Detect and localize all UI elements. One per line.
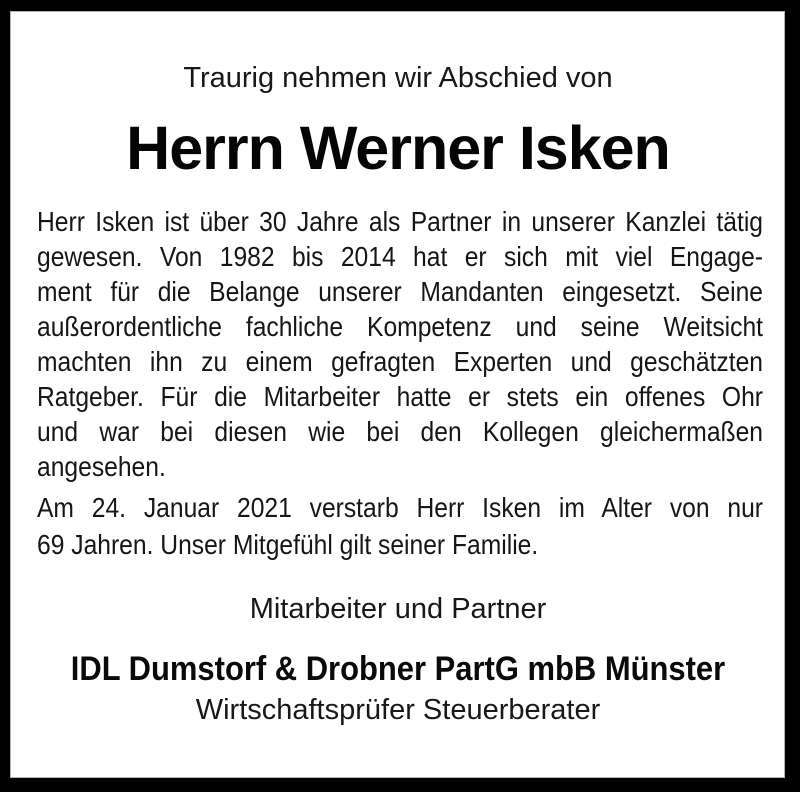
text-line: angesehen. <box>37 451 166 482</box>
text-line: machten ihn zu einem gefragten Experten und geschätzten <box>37 346 763 377</box>
notice-content <box>11 12 784 730</box>
text-line: Am 24. Januar 2021 verstarb Herr Isken im Alter von nur <box>37 492 763 523</box>
deceased-name: Herrn Werner Isken <box>126 114 670 182</box>
obituary-notice <box>10 11 785 778</box>
mourners-line: Mitarbeiter und Partner <box>249 593 547 625</box>
paragraph-death <box>37 489 763 563</box>
obituary-body <box>37 204 763 563</box>
text-line: und war bei diesen wie bei den Kollegen gleichermaßen <box>37 416 763 447</box>
firm-roles: Wirtschaftsprüfer Steuerberater <box>195 694 601 726</box>
text-line: 69 Jahren. Unser Mitgefühl gilt seiner Familie. <box>37 529 539 560</box>
text-line: Herr Isken ist über 30 Jahre als Partner in unserer Kanzlei tätig <box>37 206 763 237</box>
intro-line: Traurig nehmen wir Abschied von <box>183 62 613 94</box>
text-line: ment für die Belange unserer Mandanten eingesetzt. Seine <box>37 276 763 307</box>
text-line: gewesen. Von 1982 bis 2014 hat er sich mit viel Engage- <box>37 241 763 272</box>
paragraph-career <box>37 204 763 484</box>
firm-name: IDL Dumstorf & Drobner PartG mbB Münster <box>70 650 726 688</box>
text-line: außerordentliche fachliche Kompetenz und seine Weitsicht <box>37 311 763 342</box>
text-line: Ratgeber. Für die Mitarbeiter hatte er stets ein offenes Ohr <box>37 381 763 412</box>
